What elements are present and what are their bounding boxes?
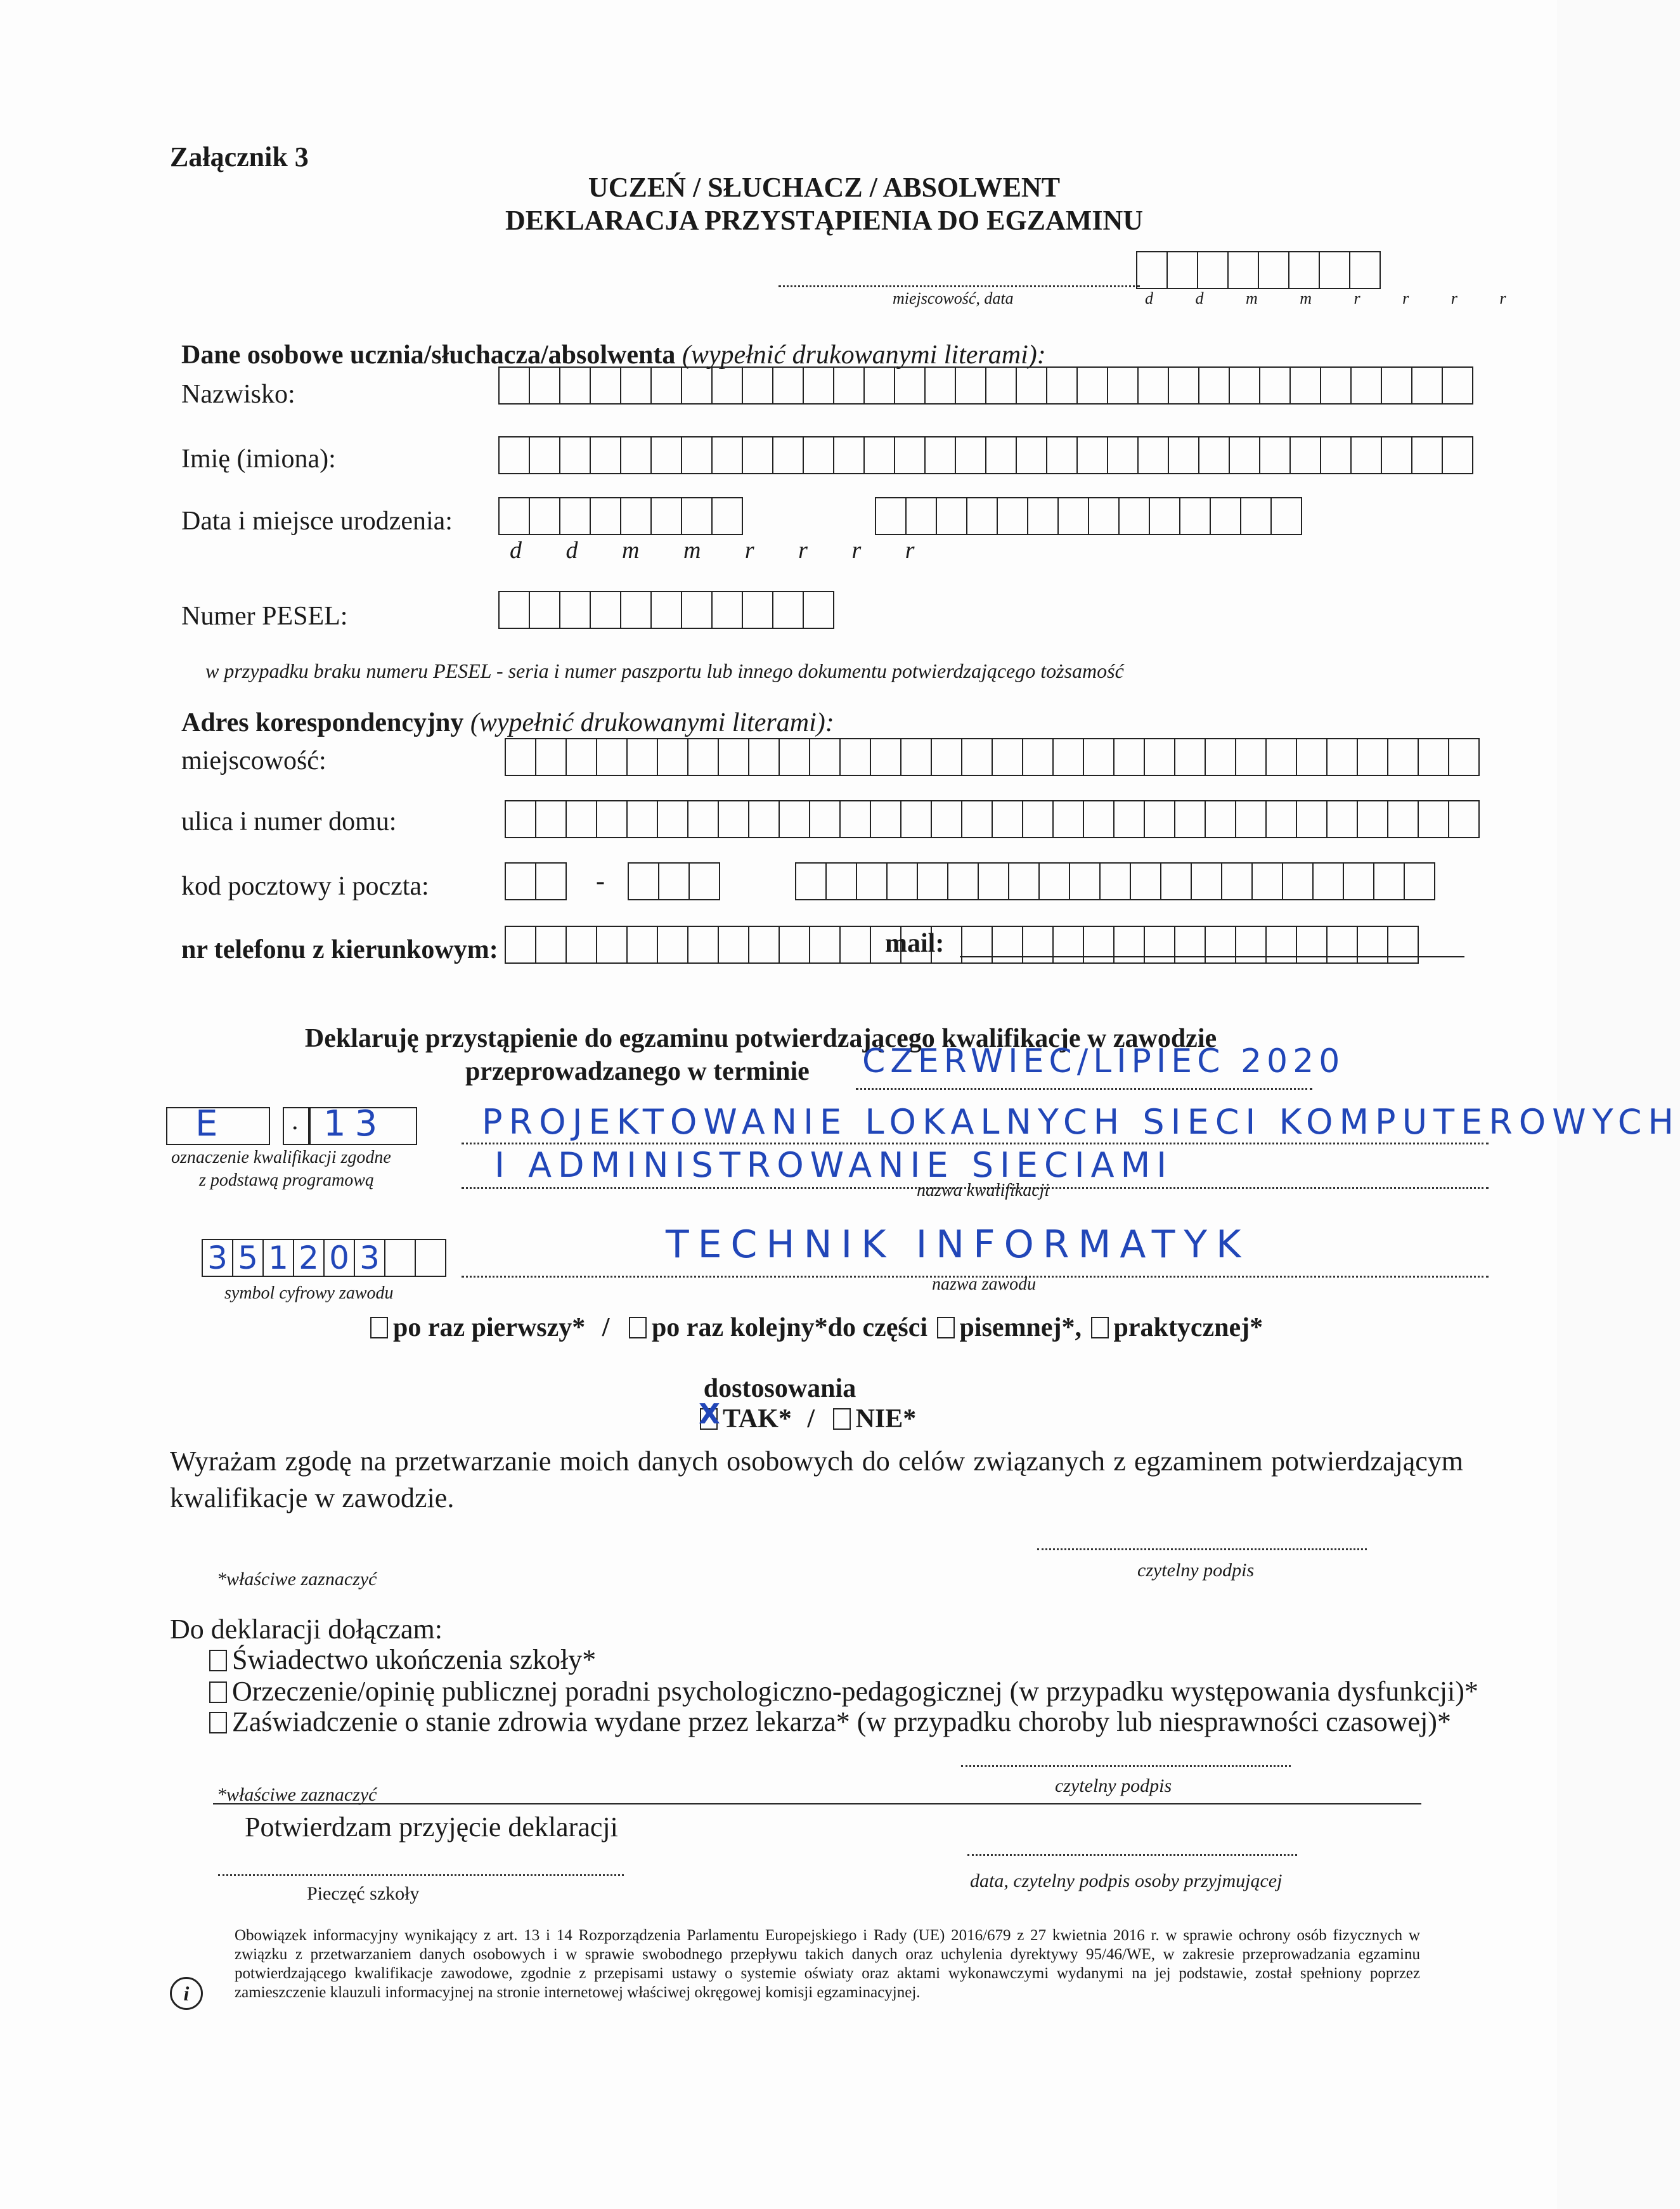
receiver-signature-line[interactable]	[967, 1854, 1297, 1856]
attachment-checkbox[interactable]	[209, 1712, 227, 1733]
phone-label: nr telefonu z kierunkowym:	[181, 935, 498, 964]
qualification-name-line1	[462, 1143, 1489, 1144]
qualification-code-dot: .	[292, 1106, 299, 1136]
address-heading-bold: Adres korespondencyjny	[181, 708, 464, 737]
place-date-format: d d m m r r r r	[1145, 289, 1525, 308]
symbol-digit	[415, 1239, 446, 1277]
declaration-line2: przeprowadzanego w terminie	[465, 1057, 810, 1086]
birth-date-boxes[interactable]	[498, 497, 743, 534]
info-clause: Obowiązek informacyjny wynikający z art. 13 i 14 Rozporządzenia Parlamentu Europejskiego i Rady (UE) 2016/679 z 27 kwietnia 2016 r. w sprawie ochrony osób fizycznych w związku z przetwarzaniem danych osobowych i w sprawie swobodnego przepływu takich danych oraz uchylenia dyrektywy 95/46/WE, w zakresie przeprowadzania egzaminu potwierdzającego kwalifikacje zawodowe, zgodnie z przepisami ustawy o systemie oświaty oraz aktami wykonawczymi wydanymi na jej podstawie, został spełniony poprzez zamieszczenie klauzuli informacyjnej na stronie internetowej właściwej okręgowej komisji egzaminacyjnej.	[235, 1927, 1420, 2001]
symbol-boxes[interactable]	[202, 1239, 446, 1276]
declaration-line1: Deklaruję przystąpienie do egzaminu potwierdzającego kwalifikacje w zawodzie	[304, 1024, 1217, 1053]
date-box	[1349, 251, 1381, 289]
first-attempt-checkbox[interactable]	[370, 1317, 388, 1338]
symbol-label: symbol cyfrowy zawodu	[224, 1283, 394, 1303]
street-boxes[interactable]	[505, 800, 1480, 837]
place-date-label: miejscowość, data	[893, 289, 1014, 308]
symbol-digit	[384, 1239, 415, 1277]
personal-heading-bold: Dane osobowe ucznia/słuchacza/absolwenta	[181, 340, 676, 370]
qualification-code-label2: z podstawą programową	[199, 1170, 374, 1190]
adaptation-no-label: NIE*	[855, 1404, 917, 1434]
form-title-line1: UCZEŃ / SŁUCHACZ / ABSOLWENT	[588, 172, 1061, 203]
attachments-heading: Do deklaracji dołączam:	[170, 1614, 443, 1645]
firstname-boxes[interactable]	[498, 436, 1473, 473]
stamp-label: Pieczęć szkoły	[307, 1883, 420, 1904]
street-label: ulica i numer domu:	[181, 807, 397, 836]
city-label: miejscowość:	[181, 746, 326, 775]
date-box	[1136, 251, 1166, 289]
attachment-item	[207, 1675, 1478, 1707]
attachments-signature-line[interactable]	[961, 1765, 1291, 1767]
birth-format: d d m m r r r r	[510, 537, 934, 564]
qualification-code-label1: oznaczenie kwalifikacji zgodne	[171, 1148, 391, 1167]
post-office-boxes[interactable]	[795, 862, 1435, 899]
surname-boxes[interactable]	[498, 366, 1473, 403]
attachment-checkbox[interactable]	[209, 1650, 227, 1671]
personal-heading	[181, 340, 1046, 370]
qualification-name-line2-text: I ADMINISTROWANIE SIECIAMI	[494, 1145, 1173, 1185]
confirmation-text: Potwierdzam przyjęcie deklaracji	[245, 1811, 618, 1843]
postal-label: kod pocztowy i poczta:	[181, 872, 429, 901]
address-heading-italic: (wypełnić drukowanymi literami):	[470, 708, 834, 737]
profession-label: nazwa zawodu	[932, 1274, 1037, 1294]
date-box	[1258, 251, 1288, 289]
attempt-row	[368, 1312, 1263, 1343]
profession-text: TECHNIK INFORMATYK	[666, 1222, 1250, 1267]
receiver-label: data, czytelny podpis osoby przyjmującej	[970, 1870, 1283, 1891]
section-divider	[213, 1803, 1421, 1804]
date-box	[1319, 251, 1349, 289]
attachment-label: Orzeczenie/opinię publicznej poradni psychologiczno-pedagogicznej (w przypadku występowania dysfunkcji)*	[232, 1676, 1478, 1707]
pesel-label: Numer PESEL:	[181, 602, 348, 631]
consent-signature-label: czytelny podpis	[1137, 1560, 1255, 1581]
attachments-footnote: *właściwe zaznaczyć	[217, 1784, 377, 1805]
mail-label: mail:	[885, 929, 945, 958]
qualification-code-part1: E	[195, 1103, 227, 1144]
place-date-line	[779, 285, 1140, 287]
symbol-digit: 1	[262, 1239, 293, 1277]
consent-text: Wyrażam zgodę na przetwarzanie moich danych osobowych do celów związanych z egzaminem potwierdzającym kwalifikacje w zawodzie.	[170, 1446, 1463, 1513]
adaptation-yes-checkbox[interactable]	[699, 1398, 720, 1430]
date-box	[1227, 251, 1258, 289]
postal-dash: -	[596, 867, 605, 896]
consent-signature-line[interactable]	[1037, 1548, 1367, 1550]
pesel-boxes[interactable]	[498, 591, 834, 628]
symbol-digit: 0	[323, 1239, 354, 1277]
surname-label: Nazwisko:	[181, 380, 295, 409]
practical-part-checkbox[interactable]	[1091, 1317, 1109, 1338]
symbol-digit: 5	[232, 1239, 262, 1277]
adaptation-title: dostosowania	[703, 1374, 856, 1403]
adaptation-yes-mark: X	[699, 1398, 720, 1430]
annex-label: Załącznik 3	[170, 141, 309, 172]
mail-line[interactable]	[960, 956, 1464, 957]
term-line	[856, 1088, 1312, 1090]
form-title-line2: DEKLARACJA PRZYSTĄPIENIA DO EGZAMINU	[505, 205, 1143, 236]
adaptation-separator: /	[807, 1404, 815, 1434]
birth-place-boxes[interactable]	[875, 497, 1302, 534]
attachment-item	[207, 1643, 596, 1676]
written-part-label: pisemnej*,	[959, 1313, 1082, 1342]
practical-part-label: praktycznej*	[1113, 1313, 1263, 1342]
address-heading	[181, 708, 834, 738]
first-attempt-label: po raz pierwszy*	[393, 1313, 586, 1342]
date-box	[1197, 251, 1227, 289]
symbol-digit: 3	[354, 1239, 384, 1277]
consent-footnote: *właściwe zaznaczyć	[217, 1569, 377, 1590]
attachment-label: Zaświadczenie o stanie zdrowia wydane przez lekarza* (w przypadku choroby lub niesprawności czasowej)*	[232, 1706, 1451, 1737]
term-handwritten: CZERWIEC/LIPIEC 2020	[862, 1042, 1345, 1080]
adaptation-no-checkbox[interactable]	[833, 1408, 851, 1430]
date-boxes[interactable]	[1136, 251, 1381, 288]
symbol-digit: 3	[202, 1239, 232, 1277]
adaptation-row	[697, 1398, 917, 1434]
next-attempt-label: po raz kolejny*do części	[651, 1313, 928, 1342]
qualification-name-line1-text: PROJEKTOWANIE LOKALNYCH SIECI KOMPUTEROWYCH	[482, 1102, 1680, 1142]
attempt-separator: /	[602, 1313, 610, 1342]
next-attempt-checkbox[interactable]	[629, 1317, 647, 1338]
city-boxes[interactable]	[505, 738, 1480, 775]
qualification-name-label: nazwa kwalifikacji	[917, 1181, 1050, 1200]
postal-code-boxes-2[interactable]	[628, 862, 720, 899]
date-box	[1166, 251, 1197, 289]
qualification-code-part2: 13	[323, 1103, 387, 1144]
adaptation-yes-label: TAK*	[723, 1404, 792, 1434]
attachment-label: Świadectwo ukończenia szkoły*	[232, 1644, 597, 1675]
written-part-checkbox[interactable]	[937, 1317, 955, 1338]
attachment-item	[207, 1706, 1451, 1738]
pesel-note: w przypadku braku numeru PESEL - seria i numer paszportu lub innego dokumentu potwierdzającego tożsamość	[205, 659, 1124, 682]
info-icon: i	[170, 1977, 203, 2010]
birth-label: Data i miejsce urodzenia:	[181, 507, 453, 536]
symbol-digit: 2	[293, 1239, 323, 1277]
stamp-line	[218, 1874, 624, 1876]
attachments-signature-label: czytelny podpis	[1055, 1775, 1172, 1796]
postal-code-boxes-1[interactable]	[505, 862, 567, 899]
firstname-label: Imię (imiona):	[181, 444, 336, 474]
date-box	[1288, 251, 1319, 289]
attachment-checkbox[interactable]	[209, 1681, 227, 1703]
personal-heading-italic: (wypełnić drukowanymi literami):	[682, 340, 1046, 370]
